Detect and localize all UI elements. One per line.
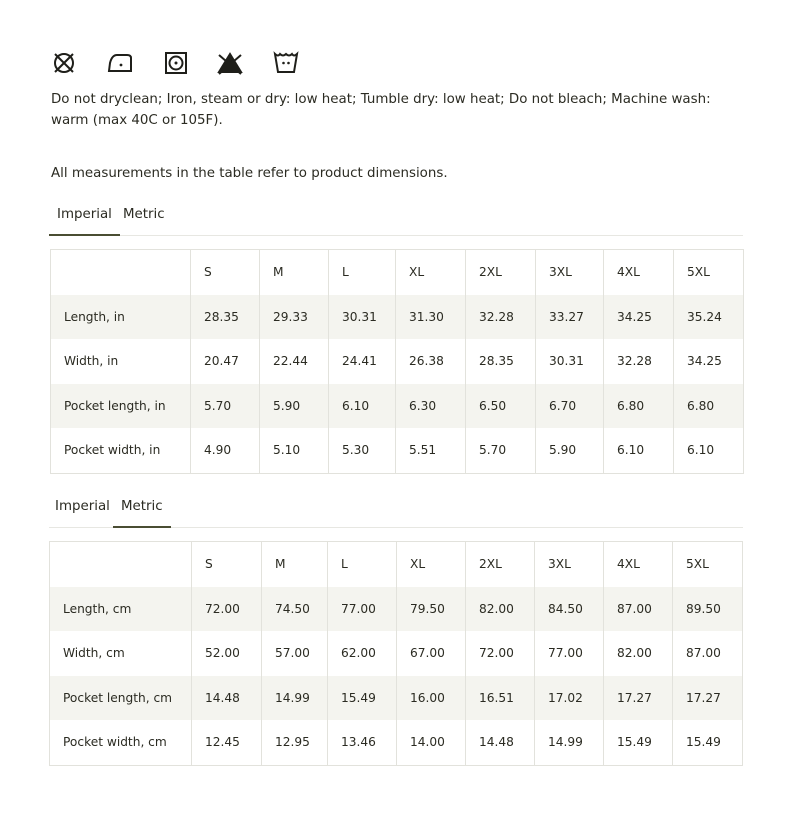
- header-cell: 5XL: [674, 250, 744, 295]
- row-label: Width, in: [51, 339, 191, 384]
- tab-metric[interactable]: Metric: [123, 207, 165, 222]
- table-cell: 17.27: [673, 676, 743, 721]
- do-not-dryclean-icon: [50, 50, 78, 76]
- table-cell: 5.90: [260, 384, 329, 429]
- table-cell: 16.00: [397, 676, 466, 721]
- tumble-dry-low-icon: [162, 50, 190, 76]
- header-cell: L: [328, 542, 397, 587]
- table-row: [51, 428, 744, 473]
- table-cell: 20.47: [191, 339, 260, 384]
- table-cell: 32.28: [604, 339, 674, 384]
- table-row: [50, 587, 743, 632]
- table-cell: 34.25: [674, 339, 744, 384]
- header-cell: [51, 250, 191, 295]
- table-cell: 87.00: [673, 631, 743, 676]
- table-cell: 15.49: [604, 720, 673, 765]
- table-cell: 79.50: [397, 587, 466, 632]
- table-cell: 57.00: [262, 631, 328, 676]
- table-cell: 52.00: [192, 631, 262, 676]
- tab-imperial[interactable]: Imperial: [57, 207, 112, 234]
- row-label: Width, cm: [50, 631, 192, 676]
- table-cell: 6.30: [396, 384, 466, 429]
- header-cell: L: [329, 250, 396, 295]
- table-row: [51, 384, 744, 429]
- table-cell: 6.80: [604, 384, 674, 429]
- table-cell: 26.38: [396, 339, 466, 384]
- table-row: [50, 676, 743, 721]
- header-cell: S: [192, 542, 262, 587]
- table-cell: 6.10: [604, 428, 674, 473]
- table-cell: 17.02: [535, 676, 604, 721]
- table-cell: 89.50: [673, 587, 743, 632]
- table-cell: 6.10: [674, 428, 744, 473]
- table-cell: 14.99: [535, 720, 604, 765]
- do-not-bleach-icon: [216, 50, 244, 76]
- table-row: [50, 720, 743, 765]
- table-cell: 82.00: [466, 587, 535, 632]
- table-cell: 5.70: [466, 428, 536, 473]
- iron-low-heat-icon: [106, 50, 134, 76]
- table-cell: 6.80: [674, 384, 744, 429]
- table-cell: 5.51: [396, 428, 466, 473]
- table-row: [51, 295, 744, 340]
- table-cell: 6.10: [329, 384, 396, 429]
- table-cell: 82.00: [604, 631, 673, 676]
- header-cell: 3XL: [536, 250, 604, 295]
- table-cell: 5.10: [260, 428, 329, 473]
- unit-tabs-metric-section: [49, 499, 743, 528]
- table-cell: 67.00: [397, 631, 466, 676]
- header-cell: M: [262, 542, 328, 587]
- table-cell: 12.45: [192, 720, 262, 765]
- imperial-size-table: [50, 249, 744, 474]
- table-cell: 77.00: [328, 587, 397, 632]
- row-label: Length, in: [51, 295, 191, 340]
- header-cell: 2XL: [466, 542, 535, 587]
- table-cell: 6.50: [466, 384, 536, 429]
- table-cell: 32.28: [466, 295, 536, 340]
- header-cell: S: [191, 250, 260, 295]
- tab-imperial[interactable]: Imperial: [55, 499, 110, 514]
- table-cell: 72.00: [192, 587, 262, 632]
- table-cell: 87.00: [604, 587, 673, 632]
- row-label: Pocket length, in: [51, 384, 191, 429]
- row-label: Pocket length, cm: [50, 676, 192, 721]
- table-cell: 17.27: [604, 676, 673, 721]
- table-cell: 16.51: [466, 676, 535, 721]
- table-cell: 24.41: [329, 339, 396, 384]
- table-cell: 84.50: [535, 587, 604, 632]
- table-header-row: [51, 250, 744, 295]
- table-cell: 5.30: [329, 428, 396, 473]
- measurement-note: All measurements in the table refer to product dimensions.: [51, 166, 448, 181]
- table-cell: 31.30: [396, 295, 466, 340]
- unit-tabs-imperial-section: [49, 207, 743, 236]
- table-header-row: [50, 542, 743, 587]
- tab-metric[interactable]: Metric: [121, 499, 163, 526]
- header-cell: 5XL: [673, 542, 743, 587]
- table-cell: 28.35: [466, 339, 536, 384]
- row-label: Pocket width, cm: [50, 720, 192, 765]
- table-cell: 29.33: [260, 295, 329, 340]
- table-cell: 4.90: [191, 428, 260, 473]
- table-cell: 14.48: [192, 676, 262, 721]
- table-cell: 77.00: [535, 631, 604, 676]
- table-cell: 5.70: [191, 384, 260, 429]
- table-cell: 22.44: [260, 339, 329, 384]
- header-cell: XL: [397, 542, 466, 587]
- table-cell: 33.27: [536, 295, 604, 340]
- table-cell: 5.90: [536, 428, 604, 473]
- table-cell: 15.49: [328, 676, 397, 721]
- machine-wash-warm-icon: [272, 50, 300, 76]
- row-label: Length, cm: [50, 587, 192, 632]
- header-cell: [50, 542, 192, 587]
- table-cell: 13.46: [328, 720, 397, 765]
- care-instructions: Do not dryclean; Iron, steam or dry: low heat; Tumble dry: low heat; Do not bleach; Machine wash: warm (max 40C or 105F).: [51, 92, 711, 128]
- table-cell: 30.31: [329, 295, 396, 340]
- header-cell: 4XL: [604, 250, 674, 295]
- table-cell: 14.99: [262, 676, 328, 721]
- table-cell: 6.70: [536, 384, 604, 429]
- table-cell: 15.49: [673, 720, 743, 765]
- row-label: Pocket width, in: [51, 428, 191, 473]
- table-cell: 30.31: [536, 339, 604, 384]
- header-cell: 3XL: [535, 542, 604, 587]
- table-cell: 72.00: [466, 631, 535, 676]
- table-cell: 14.00: [397, 720, 466, 765]
- table-cell: 28.35: [191, 295, 260, 340]
- table-cell: 14.48: [466, 720, 535, 765]
- table-cell: 12.95: [262, 720, 328, 765]
- header-cell: M: [260, 250, 329, 295]
- table-row: [51, 339, 744, 384]
- header-cell: XL: [396, 250, 466, 295]
- metric-size-table: [49, 541, 743, 766]
- table-row: [50, 631, 743, 676]
- table-cell: 74.50: [262, 587, 328, 632]
- table-cell: 35.24: [674, 295, 744, 340]
- header-cell: 4XL: [604, 542, 673, 587]
- header-cell: 2XL: [466, 250, 536, 295]
- table-cell: 62.00: [328, 631, 397, 676]
- table-cell: 34.25: [604, 295, 674, 340]
